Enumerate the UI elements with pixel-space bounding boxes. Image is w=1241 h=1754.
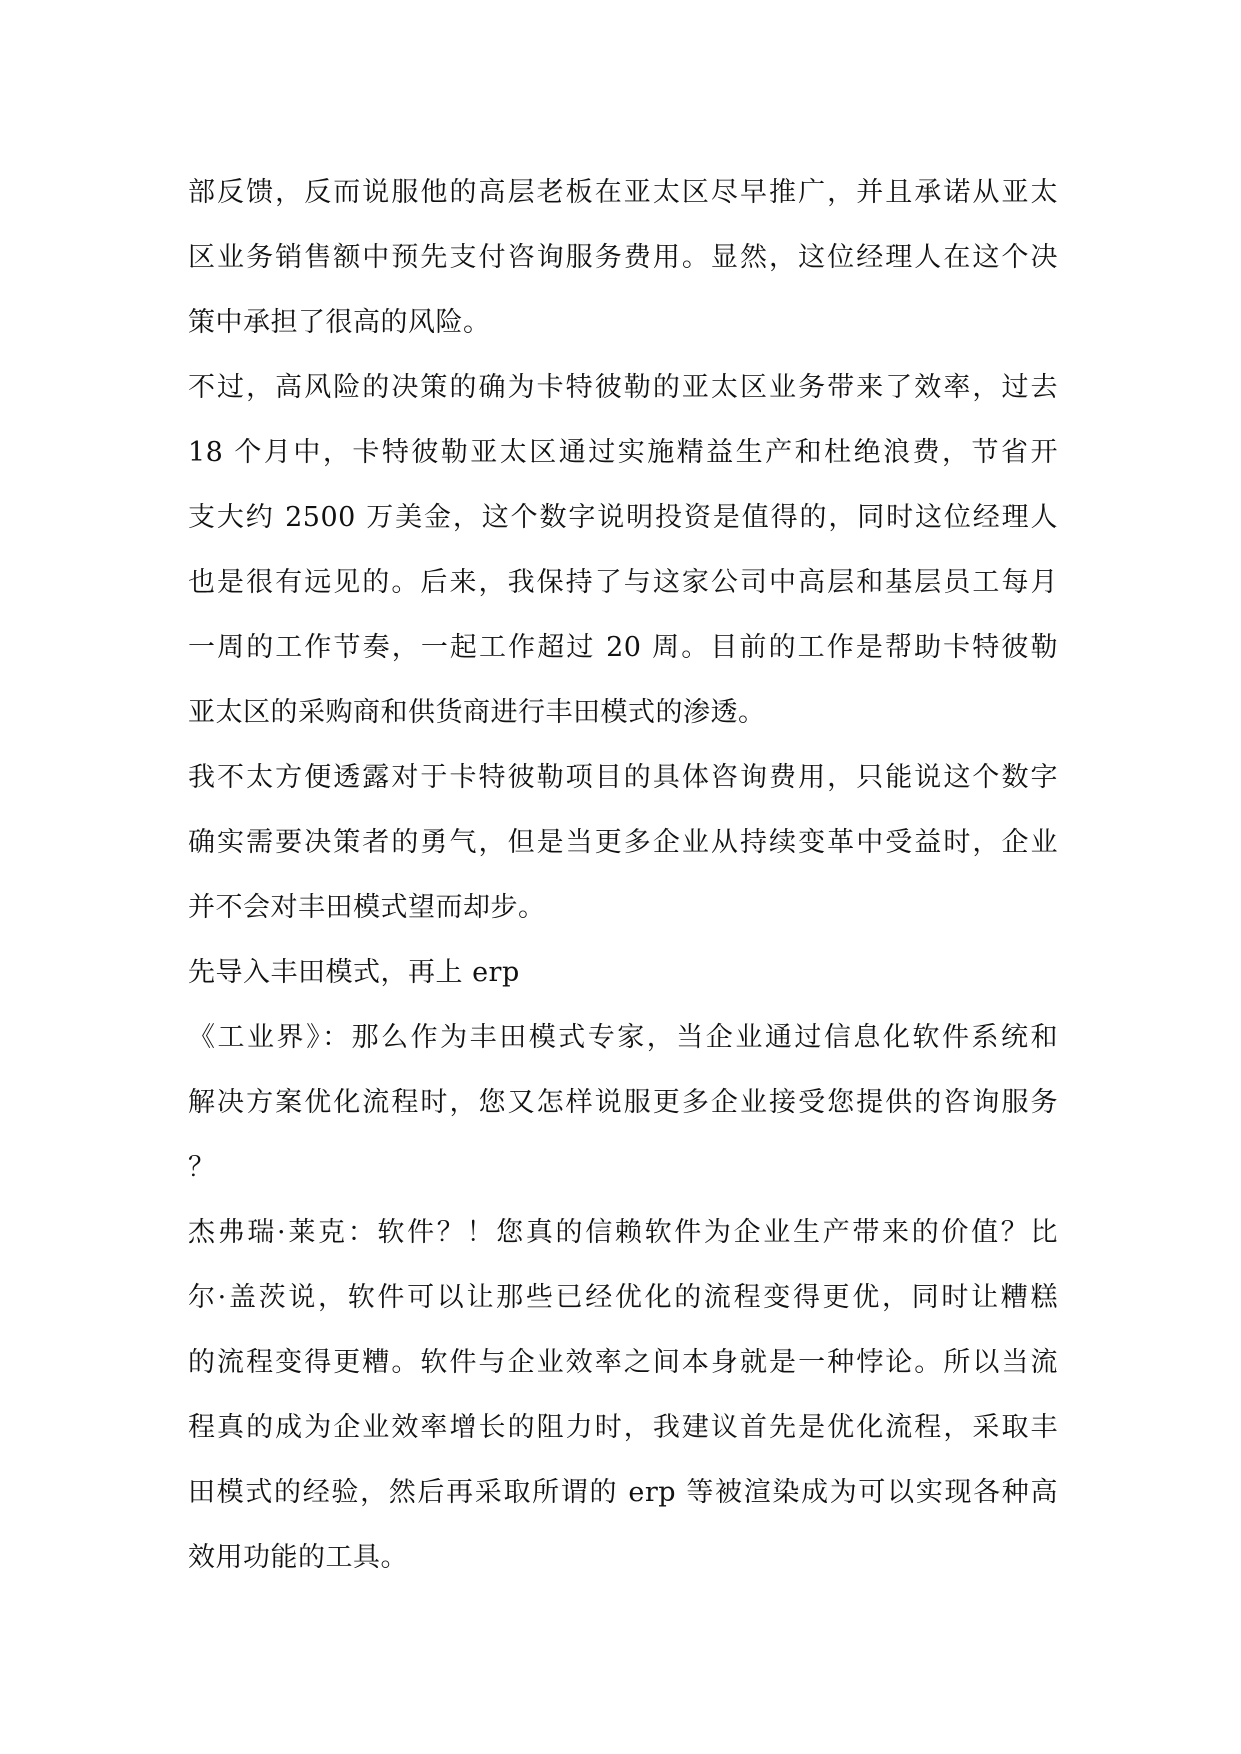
text-line: 程真的成为企业效率增长的阻力时，我建议首先是优化流程，采取丰 [188, 1412, 1058, 1443]
text-line: 确实需要决策者的勇气，但是当更多企业从持续变革中受益时，企业 [188, 827, 1058, 858]
text-line: 亚太区的采购商和供货商进行丰田模式的渗透。 [188, 697, 766, 728]
section-heading: 先导入丰田模式，再上 erp [188, 957, 520, 988]
text-line: 解决方案优化流程时，您又怎样说服更多企业接受您提供的咨询服务 [188, 1087, 1058, 1118]
text-line: 部反馈，反而说服他的高层老板在亚太区尽早推广，并且承诺从亚太 [188, 177, 1058, 208]
text-line: 田模式的经验，然后再采取所谓的 erp 等被渲染成为可以实现各种高 [188, 1477, 1058, 1508]
text-line: 并不会对丰田模式望而却步。 [188, 892, 546, 923]
text-line: 尔·盖茨说，软件可以让那些已经优化的流程变得更优，同时让糟糕 [188, 1282, 1058, 1313]
text-line: 效用功能的工具。 [188, 1542, 408, 1573]
body-text [188, 160, 1058, 1590]
text-line: 也是很有远见的。后来，我保持了与这家公司中高层和基层员工每月 [188, 567, 1058, 598]
text-line: 一周的工作节奏，一起工作超过 20 周。目前的工作是帮助卡特彼勒 [188, 632, 1058, 663]
text-line: 的流程变得更糟。软件与企业效率之间本身就是一种悖论。所以当流 [188, 1347, 1058, 1378]
text-line: ？ [188, 1152, 216, 1183]
text-line: 我不太方便透露对于卡特彼勒项目的具体咨询费用，只能说这个数字 [188, 762, 1058, 793]
text-line: 策中承担了很高的风险。 [188, 307, 491, 338]
text-line: 《工业界》：那么作为丰田模式专家，当企业通过信息化软件系统和 [188, 1022, 1058, 1053]
text-line: 18 个月中，卡特彼勒亚太区通过实施精益生产和杜绝浪费，节省开 [188, 437, 1058, 468]
text-line: 杰弗瑞·莱克：软件？！您真的信赖软件为企业生产带来的价值？比 [188, 1217, 1058, 1248]
text-line: 支大约 2500 万美金，这个数字说明投资是值得的，同时这位经理人 [188, 502, 1058, 533]
text-line: 不过，高风险的决策的确为卡特彼勒的亚太区业务带来了效率，过去 [188, 372, 1058, 403]
text-line: 区业务销售额中预先支付咨询服务费用。显然，这位经理人在这个决 [188, 242, 1058, 273]
